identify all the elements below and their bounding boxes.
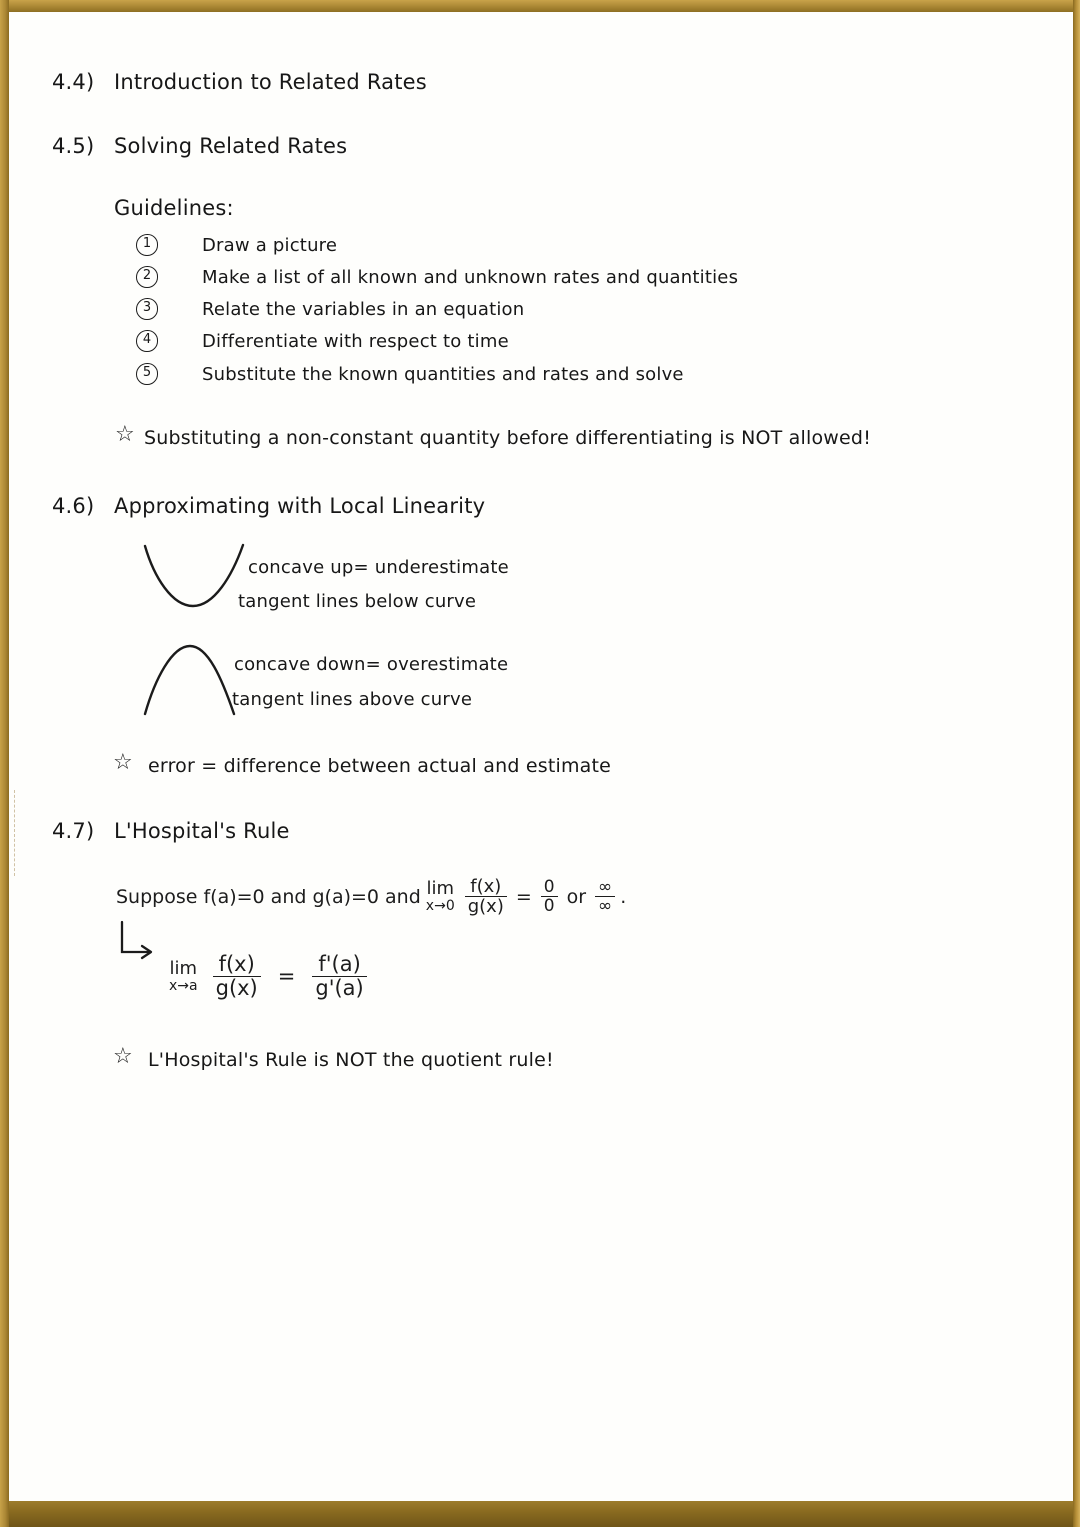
- section-number-4-6: 4.6): [52, 494, 95, 518]
- suppose-limit-subscript: x→0: [425, 898, 455, 915]
- corner-arrow-icon: [118, 920, 162, 968]
- suppose-fraction-denominator: g(x): [465, 896, 507, 916]
- conclusion-limit-operator: [169, 957, 198, 994]
- star-icon-error: ☆: [113, 750, 133, 775]
- conclusion-lhs-denominator: g(x): [213, 976, 261, 1000]
- concave-down-parabola-icon: [142, 641, 242, 717]
- margin-dash-mark: [14, 790, 16, 876]
- zero-over-zero-numerator: 0: [543, 877, 555, 898]
- guideline-text-4: Differentiate with respect to time: [202, 331, 509, 352]
- lhospital-conclusion-row: [164, 953, 372, 999]
- suppose-limit-label: lim: [426, 878, 455, 900]
- section-number-4-7: 4.7): [52, 819, 95, 843]
- conclusion-lhs-numerator: f(x): [218, 952, 255, 976]
- guidelines-heading: Guidelines:: [114, 196, 234, 220]
- note-error: error = difference between actual and estimate: [148, 755, 612, 777]
- suppose-fraction-numerator: f(x): [470, 876, 502, 897]
- section-number-4-5: 4.5): [52, 134, 95, 158]
- conclusion-lhs-fraction: [213, 953, 261, 999]
- zero-over-zero-denominator: 0: [541, 896, 558, 915]
- conclusion-rhs-numerator: f'(a): [318, 952, 361, 976]
- suppose-equals-sign: =: [515, 885, 532, 908]
- star-icon-lhospital: ☆: [113, 1044, 133, 1069]
- conclusion-equals-sign: =: [277, 964, 296, 989]
- suppose-limit-operator: [426, 880, 455, 913]
- page-border-right: [1073, 0, 1080, 1527]
- guideline-text-3: Relate the variables in an equation: [202, 299, 525, 320]
- conclusion-limit-label: lim: [169, 957, 198, 979]
- section-title-4-7: L'Hospital's Rule: [114, 819, 290, 843]
- section-number-4-4: 4.4): [52, 70, 95, 94]
- guideline-marker-3: 3: [136, 298, 158, 320]
- suppose-indeterminate-zero-over-zero: [541, 878, 558, 916]
- lhospital-suppose-row: [116, 877, 626, 917]
- guideline-marker-1: 1: [136, 234, 158, 256]
- suppose-prefix: Suppose f(a)=0 and g(a)=0 and: [116, 885, 421, 908]
- suppose-period: .: [620, 885, 627, 908]
- conclusion-limit-subscript: x→a: [169, 977, 198, 994]
- concave-down-line1: concave down= overestimate: [234, 654, 509, 675]
- concave-down-line2: tangent lines above curve: [232, 689, 473, 710]
- concave-up-line1: concave up= underestimate: [248, 557, 509, 578]
- page-border-left: [0, 0, 9, 1527]
- page-border-top: [0, 0, 1080, 12]
- guideline-text-1: Draw a picture: [202, 235, 338, 256]
- suppose-fraction-fg: [465, 877, 507, 917]
- note-substituting: Substituting a non-constant quantity before differentiating is NOT allowed!: [144, 427, 872, 449]
- section-title-4-6: Approximating with Local Linearity: [114, 494, 486, 518]
- guideline-text-5: Substitute the known quantities and rates and solve: [202, 364, 684, 385]
- page-border-bottom: [0, 1501, 1080, 1527]
- conclusion-rhs-fraction: [312, 953, 366, 999]
- inf-over-inf-denominator: ∞: [595, 896, 615, 915]
- section-title-4-4: Introduction to Related Rates: [114, 70, 427, 94]
- star-icon-substituting: ☆: [115, 422, 135, 447]
- guideline-text-2: Make a list of all known and unknown rates and quantities: [202, 267, 739, 288]
- guideline-marker-5: 5: [136, 363, 158, 385]
- suppose-or-word: or: [566, 885, 587, 908]
- conclusion-rhs-denominator: g'(a): [312, 976, 366, 1000]
- guideline-marker-4: 4: [136, 330, 158, 352]
- inf-over-inf-numerator: ∞: [598, 877, 613, 898]
- note-lhospital: L'Hospital's Rule is NOT the quotient rule!: [148, 1049, 554, 1071]
- concave-up-line2: tangent lines below curve: [238, 591, 477, 612]
- guideline-marker-2: 2: [136, 266, 158, 288]
- suppose-indeterminate-inf-over-inf: [595, 878, 615, 916]
- section-title-4-5: Solving Related Rates: [114, 134, 348, 158]
- concave-up-parabola-icon: [140, 543, 250, 615]
